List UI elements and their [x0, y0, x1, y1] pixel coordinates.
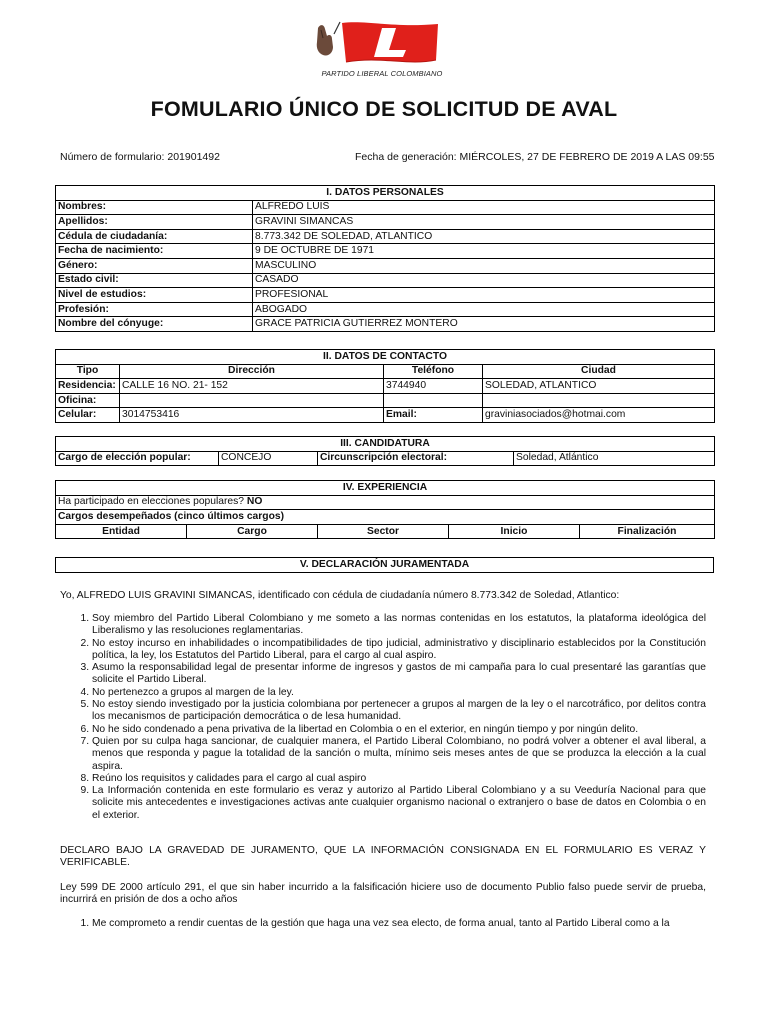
- table-row: Nivel de estudios: PROFESIONAL: [56, 288, 715, 303]
- experience-table: [55, 480, 715, 539]
- list-item: 7. Quien por su culpa haga sancionar, de cualquier manera, el Partido Liberal Colombiano, no podrá volver a obtener el aval liberal, a menos que responda y pague la totalidad de la sanción o multa, mínimo seis meses antes de que se produzca la elección a la cual aspira.: [92, 736, 706, 773]
- table-row: Nombres: ALFREDO LUIS: [56, 200, 715, 215]
- list-item: 8. Reúno los requisitos y calidades para el cargo al cual aspiro: [92, 773, 706, 785]
- section-heading: V. DECLARACIÓN JURAMENTADA: [56, 558, 714, 573]
- list-item: 1. Me comprometo a rendir cuentas de la gestión que haga una vez sea electo, de forma anual, tanto al Partido Liberal como a la: [92, 918, 706, 930]
- list-item: 1. Soy miembro del Partido Liberal Colombiano y me someto a las normas contenidas en los estatutos, la plataforma ideológica del Liberalismo y las resoluciones reglamentarias.: [92, 613, 706, 638]
- table-row: Apellidos: GRAVINI SIMANCAS: [56, 215, 715, 230]
- list-item: 9. La Información contenida en este formulario es veraz y autorizo al Partido Liberal Colombiano y a su Veeduría Nacional para que solicite mis antecedentes e investigaciones activas ante cualquier organismo nacional o extranjero o base de datos en Colombia o en el exterior.: [92, 785, 706, 822]
- table-row: Residencia: CALLE 16 NO. 21- 152 3744940 SOLEDAD, ATLANTICO: [56, 379, 715, 394]
- party-flag-icon: [312, 20, 442, 70]
- personal-data-table: [55, 185, 715, 332]
- form-number: Número de formulario: 201901492: [60, 151, 220, 163]
- generation-date: Fecha de generación: MIÉRCOLES, 27 DE FEBRERO DE 2019 A LAS 09:55: [355, 151, 715, 163]
- commitment-list: [60, 918, 706, 930]
- law-text: Ley 599 DE 2000 artículo 291, el que sin haber incurrido a la falsificación hiciere uso de documento Publio falso puede servir de prueba, incurrirá en prisión de dos a ocho años: [60, 882, 706, 906]
- party-logo: [312, 20, 442, 82]
- declaration-list-wrapper: [60, 613, 706, 822]
- party-name: PARTIDO LIBERAL COLOMBIANO: [321, 69, 443, 78]
- candidacy-table: [55, 436, 715, 466]
- table-row: Nombre del cónyuge: GRACE PATRICIA GUTIERREZ MONTERO: [56, 317, 715, 332]
- oath-text: DECLARO BAJO LA GRAVEDAD DE JURAMENTO, QUE LA INFORMACIÓN CONSIGNADA EN EL FORMULARIO ES VERAZ Y VERIFICABLE.: [60, 845, 706, 869]
- table-row: Oficina:: [56, 393, 715, 408]
- declaration-table: [55, 557, 714, 573]
- email-value: graviniasociados@hotmai.com: [483, 408, 715, 423]
- declaration-intro: Yo, ALFREDO LUIS GRAVINI SIMANCAS, identificado con cédula de ciudadanía número 8.773.342 de Soledad, Atlantico:: [60, 590, 620, 601]
- list-item: 5. No estoy siendo investigado por la justicia colombiana por pertenecer a grupos al margen de la ley o el narcotráfico, por delitos contra los mecanismos de participación democrática o de lesa humanidad.: [92, 699, 706, 724]
- table-row: Cargos desempeñados (cinco últimos cargos): [56, 510, 715, 525]
- table-row: Cédula de ciudadanía: 8.773.342 DE SOLEDAD, ATLANTICO: [56, 229, 715, 244]
- contact-data-table: [55, 349, 715, 423]
- table-row: Fecha de nacimiento: 9 DE OCTUBRE DE 1971: [56, 244, 715, 259]
- table-header-row: Tipo Dirección Teléfono Ciudad: [56, 364, 715, 379]
- table-row: Celular: 3014753416 Email: graviniasociados@hotmai.com: [56, 408, 715, 423]
- list-item: 4. No pertenezco a grupos al margen de la ley.: [92, 687, 706, 699]
- table-header-row: Entidad Cargo Sector Inicio Finalización: [56, 524, 715, 539]
- section-heading: III. CANDIDATURA: [56, 437, 715, 452]
- table-row: Ha participado en elecciones populares? NO: [56, 495, 715, 510]
- list-item: 3. Asumo la responsabilidad legal de presentar informe de ingresos y gastos de mi campaña para lo cual presentaré las garantías que solicite el Partido Liberal.: [92, 662, 706, 687]
- page-title: FOMULARIO ÚNICO DE SOLICITUD DE AVAL: [150, 97, 618, 121]
- commitment-list-wrapper: [60, 918, 706, 930]
- table-row: Género: MASCULINO: [56, 258, 715, 273]
- section-heading: I. DATOS PERSONALES: [56, 186, 715, 201]
- list-item: 2. No estoy incurso en inhabilidades o incompatibilidades de tipo judicial, administrativo y disciplinario establecidos por la Constitución política, la ley, los Estatutos del Partido Liberal, para el cargo al cual aspiro.: [92, 638, 706, 663]
- table-row: Profesión: ABOGADO: [56, 302, 715, 317]
- table-row: Cargo de elección popular: CONCEJO Circunscripción electoral: Soledad, Atlántico: [56, 451, 715, 466]
- table-row: Estado civil: CASADO: [56, 273, 715, 288]
- section-heading: IV. EXPERIENCIA: [56, 481, 715, 496]
- section-heading: II. DATOS DE CONTACTO: [56, 350, 715, 365]
- declaration-list: [60, 613, 706, 822]
- list-item: 6. No he sido condenado a pena privativa de la libertad en Colombia o en el exterior, en ningún tiempo y por ningún delito.: [92, 724, 706, 736]
